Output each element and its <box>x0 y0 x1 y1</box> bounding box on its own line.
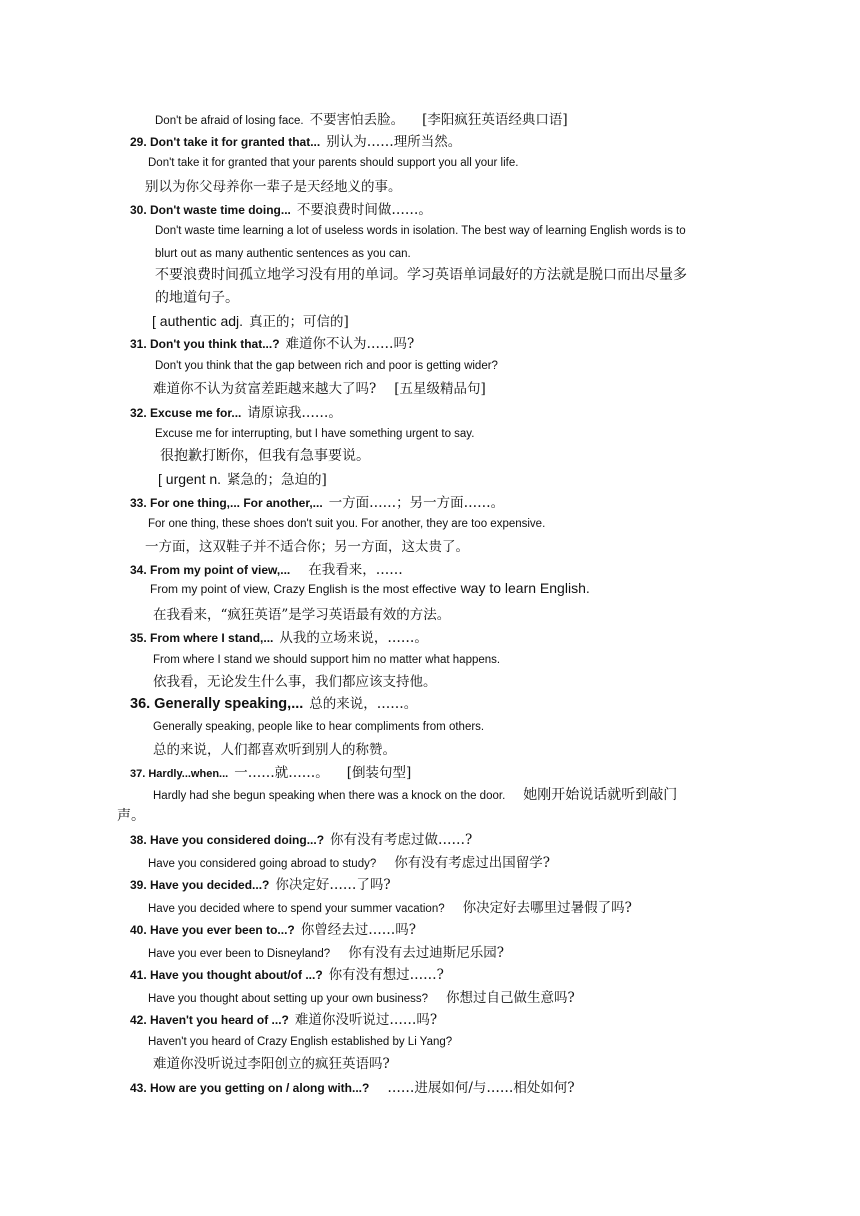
translation-line <box>153 670 437 691</box>
chinese-translation: 总的来说，人们都喜欢听到别人的称赞。 <box>153 742 396 758</box>
vocab-meaning: 紧急的；急迫的] <box>227 472 327 488</box>
translation-line <box>153 377 486 398</box>
pattern-meaning: 请原谅我……。 <box>247 405 342 421</box>
english-sentence: Don't waste time learning a lot of useless words in isolation. The best way of learning English words is to <box>155 225 686 237</box>
pattern-heading <box>130 130 461 151</box>
example-sentence <box>155 424 474 442</box>
pattern-heading <box>130 198 432 219</box>
english-sentence: Excuse me for interrupting, but I have something urgent to say. <box>155 428 475 440</box>
english-sentence: Don't take it for granted that your parents should support you all your life. <box>148 157 519 169</box>
english-sentence: Have you considered going abroad to study? <box>148 858 377 870</box>
example-sentence <box>148 851 550 872</box>
english-sentence: Hardly had she begun speaking when there was a knock on the door. <box>153 790 506 802</box>
pattern-meaning: 你曾经去过……吗? <box>300 922 416 938</box>
pattern-heading <box>130 963 444 984</box>
pattern-title: 34. From my point of view,... <box>130 563 291 577</box>
chinese-translation: 在我看来，“疯狂英语”是学习英语最有效的方法。 <box>153 607 451 623</box>
pattern-title: 32. Excuse me for... <box>130 406 242 420</box>
english-sentence: blurt out as many authentic sentences as you can. <box>155 248 411 260</box>
english-sentence: Don't you think that the gap between rich and poor is getting wider? <box>155 360 498 372</box>
pattern-title: 43. How are you getting on / along with...? <box>130 1081 370 1095</box>
vocab-meaning: 真正的；可信的] <box>249 314 349 330</box>
chinese-translation: 她刚开始说话就听到敲门 <box>523 787 678 803</box>
translation-line <box>155 287 239 307</box>
english-sentence: Have you decided where to spend your summer vacation? <box>148 903 445 915</box>
chinese-translation: 你想过自己做生意吗? <box>446 990 575 1006</box>
source-note: [李阳疯狂英语经典口语] <box>422 112 568 128</box>
pattern-title: 33. For one thing,... For another,... <box>130 496 323 510</box>
translation-line <box>153 603 450 624</box>
pattern-heading <box>130 918 416 939</box>
example-sentence <box>150 580 590 598</box>
pattern-meaning: 你决定好……了吗? <box>275 877 391 893</box>
pattern-title: 41. Have you thought about/of ...? <box>130 968 323 982</box>
vocab-word: [ urgent n. <box>158 471 222 487</box>
pattern-meaning: 一方面……；另一方面……。 <box>328 495 505 511</box>
english-sentence-end: way to learn English. <box>460 580 590 596</box>
pattern-meaning: 一……就……。 <box>234 765 329 781</box>
pattern-heading <box>130 873 391 894</box>
pattern-heading <box>130 626 428 647</box>
chinese-translation: 不要浪费时间孤立地学习没有用的单词。学习英语单词最好的方法就是脱口而出尽量多 <box>155 267 687 283</box>
pattern-meaning: 别认为……理所当然。 <box>326 134 462 150</box>
chinese-translation: 难道你不认为贫富差距越来越大了吗? <box>153 381 377 397</box>
chinese-translation-cont: 声。 <box>117 808 145 824</box>
pattern-meaning: 不要浪费时间做……。 <box>296 202 432 218</box>
english-sentence: Don't be afraid of losing face. <box>155 115 304 127</box>
source-note: [倒装句型] <box>346 765 412 781</box>
pattern-meaning: 你有没有考虑过做……? <box>330 832 473 848</box>
pattern-title: 30. Don't waste time doing... <box>130 203 291 217</box>
example-sentence <box>153 717 484 735</box>
pattern-heading <box>130 761 411 782</box>
chinese-translation: 很抱歉打断你，但我有急事要说。 <box>160 448 370 464</box>
translation-line <box>160 445 370 465</box>
english-sentence: Have you thought about setting up your own business? <box>148 993 429 1005</box>
chinese-translation: 难道你没听说过李阳创立的疯狂英语吗? <box>153 1056 390 1072</box>
pattern-title: 36. Generally speaking,... <box>130 696 304 712</box>
pattern-title: 29. Don't take it for granted that... <box>130 135 321 149</box>
chinese-translation: 你有没有考虑过出国留学? <box>394 855 550 871</box>
chinese-translation: 依我看，无论发生什么事，我们都应该支持他。 <box>153 674 437 690</box>
english-sentence: Generally speaking, people like to hear compliments from others. <box>153 721 485 733</box>
example-sentence <box>153 650 500 668</box>
pattern-heading <box>130 401 342 422</box>
chinese-translation: 别以为你父母养你一辈子是天经地义的事。 <box>145 179 402 195</box>
pattern-heading <box>130 828 472 849</box>
vocab-note <box>158 468 327 489</box>
translation-line <box>117 805 145 825</box>
pattern-meaning: 难道你不认为……吗? <box>285 336 415 352</box>
example-sentence <box>153 784 677 804</box>
translation-line <box>153 1052 390 1073</box>
example-sentence <box>155 108 568 129</box>
example-sentence <box>155 356 498 374</box>
pattern-title: 42. Haven't you heard of ...? <box>130 1013 289 1027</box>
english-sentence: From my point of view, Crazy English is the most effective <box>150 582 457 596</box>
pattern-meaning: 你有没有想过……? <box>328 967 444 983</box>
pattern-meaning: 在我看来，…… <box>308 562 403 578</box>
english-sentence: Haven't you heard of Crazy English established by Li Yang? <box>148 1036 453 1048</box>
pattern-heading <box>130 1076 575 1097</box>
pattern-title: 37. Hardly...when... <box>130 768 229 780</box>
example-sentence <box>148 986 575 1007</box>
pattern-title: 39. Have you decided...? <box>130 878 270 892</box>
pattern-heading <box>130 692 417 713</box>
chinese-translation: 一方面，这双鞋子并不适合你；另一方面，这太贵了。 <box>145 539 469 555</box>
example-sentence <box>148 1032 452 1050</box>
translation-line <box>145 535 469 556</box>
pattern-title: 38. Have you considered doing...? <box>130 833 325 847</box>
pattern-heading <box>130 491 504 512</box>
pattern-heading <box>130 558 403 579</box>
pattern-heading <box>130 1008 437 1029</box>
pattern-meaning: 总的来说，……。 <box>309 696 418 712</box>
vocab-note <box>152 310 349 331</box>
chinese-translation: 你决定好去哪里过暑假了吗? <box>462 900 632 916</box>
example-sentence <box>148 896 632 917</box>
translation-line <box>145 175 402 196</box>
example-sentence <box>148 153 518 171</box>
pattern-meaning: 难道你没听说过……吗? <box>294 1012 438 1028</box>
english-sentence: For one thing, these shoes don't suit you. For another, they are too expensive. <box>148 518 546 530</box>
pattern-title: 31. Don't you think that...? <box>130 337 280 351</box>
pattern-meaning: ……进展如何/与……相处如何? <box>387 1080 575 1096</box>
chinese-translation: 你有没有去过迪斯尼乐园? <box>348 945 504 961</box>
source-note: [五星级精品句] <box>394 381 486 397</box>
example-sentence <box>155 244 411 262</box>
vocab-word: [ authentic adj. <box>152 313 244 329</box>
english-sentence: Have you ever been to Disneyland? <box>148 948 331 960</box>
translation-line <box>153 738 396 759</box>
translation-line <box>155 264 687 284</box>
pattern-title: 40. Have you ever been to...? <box>130 923 295 937</box>
example-sentence <box>148 941 504 962</box>
pattern-heading <box>130 332 414 353</box>
example-sentence <box>155 221 686 239</box>
english-sentence: From where I stand we should support him no matter what happens. <box>153 654 501 666</box>
pattern-title: 35. From where I stand,... <box>130 631 274 645</box>
pattern-meaning: 从我的立场来说，……。 <box>279 630 428 646</box>
chinese-translation: 的地道句子。 <box>155 290 239 306</box>
chinese-translation: 不要害怕丢脸。 <box>309 112 405 128</box>
example-sentence <box>148 514 545 532</box>
